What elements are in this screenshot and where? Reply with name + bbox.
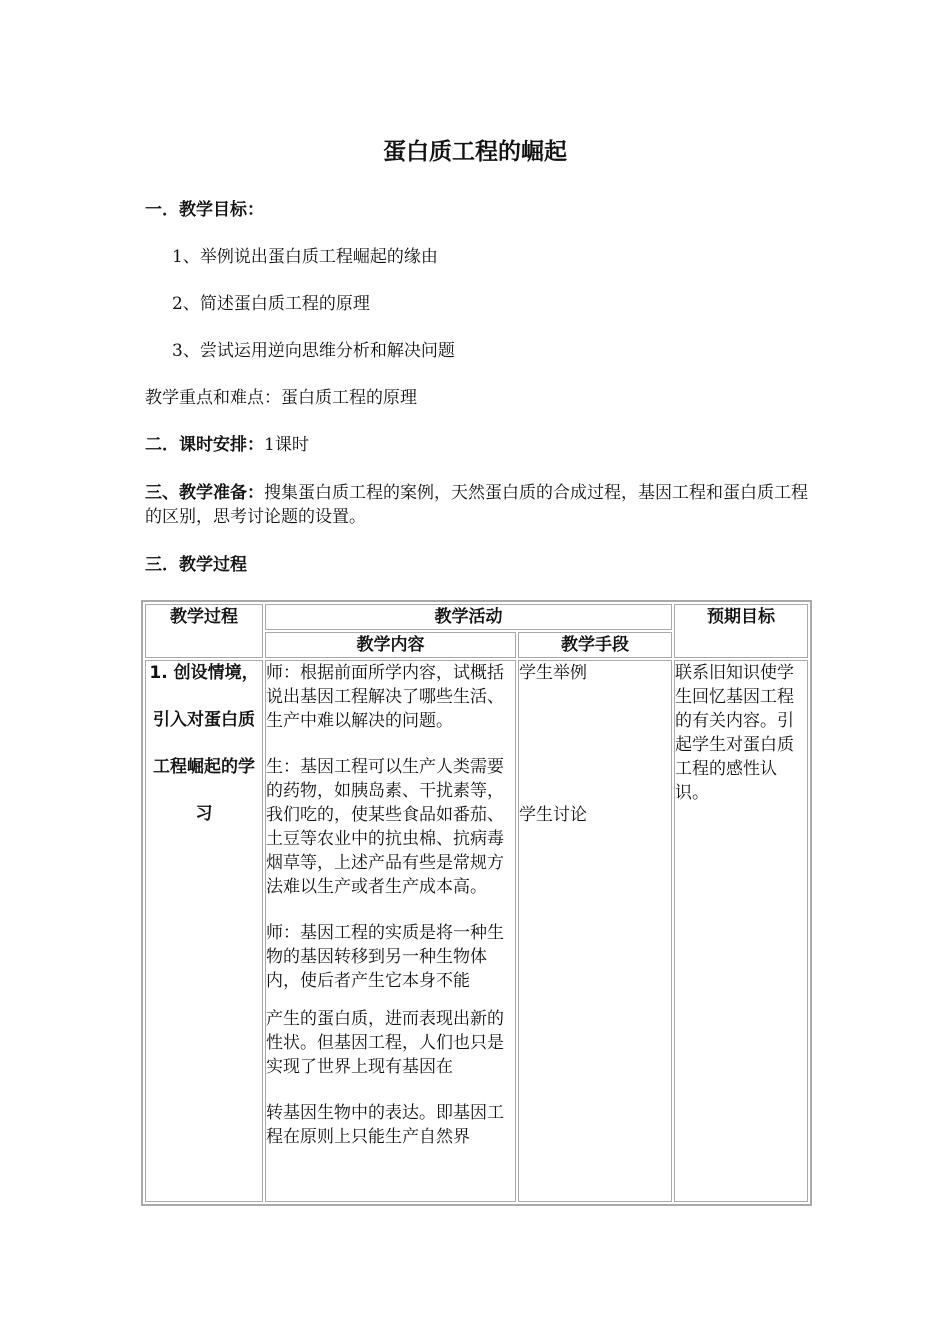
phase-line: 引入对蛋白质: [153, 710, 255, 730]
goal-cell: 联系旧知识使学生回忆基因工程的有关内容。引起学生对蛋白质工程的感性认识。: [674, 660, 808, 1202]
means-item: 学生举例: [519, 663, 587, 683]
objective-3: 3、尝试运用逆向思维分析和解决问题: [172, 341, 455, 361]
key-points: 教学重点和难点：蛋白质工程的原理: [145, 388, 417, 408]
page-title: 蛋白质工程的崛起: [383, 139, 567, 165]
objective-2: 2、简述蛋白质工程的原理: [172, 294, 370, 314]
prep-text: 搜集蛋白质工程的案例，天然蛋白质的合成过程，基因工程和蛋白质工程的区别，思考讨论题的设置。: [145, 483, 808, 527]
preparation: [145, 481, 815, 529]
schedule-label: 二．课时安排：: [145, 435, 264, 455]
header-means: 教学手段: [518, 632, 672, 658]
phase-cell: [145, 660, 263, 1202]
content-paragraph: 师：根据前面所学内容，试概括说出基因工程解决了哪些生活、生产中难以解决的问题。: [266, 663, 504, 731]
content-paragraph: 转基因生物中的表达。即基因工程在原则上只能生产自然界: [266, 1103, 504, 1147]
content-paragraph: 师：基因工程的实质是将一种生物的基因转移到另一种生物体内，使后者产生它本身不能: [266, 923, 504, 991]
content-cell: [265, 660, 516, 1202]
phase-line: 1. 创设情境，: [149, 663, 259, 683]
prep-label: 三、教学准备：: [145, 483, 264, 503]
schedule: [145, 433, 309, 457]
phase-line: 习: [195, 804, 213, 824]
header-goal: 预期目标: [674, 604, 808, 658]
phase-line: 工程崛起的学: [153, 757, 255, 777]
process-heading: 三．教学过程: [145, 555, 247, 575]
lesson-plan-table: [141, 600, 812, 1206]
schedule-value: 1课时: [264, 435, 309, 455]
content-paragraph: 产生的蛋白质，进而表现出新的性状。但基因工程，人们也只是实现了世界上现有基因在: [266, 1009, 504, 1077]
header-process: 教学过程: [145, 604, 263, 658]
header-content: 教学内容: [265, 632, 516, 658]
content-paragraph: 生：基因工程可以生产人类需要的药物，如胰岛素、干扰素等，我们吃的，使某些食品如番茄、土豆等农业中的抗虫棉、抗病毒烟草等，上述产品有些是常规方法难以生产或者生产成本高。: [266, 757, 504, 897]
means-cell: [518, 660, 672, 1202]
objectives-heading: 一．教学目标：: [145, 200, 264, 220]
means-item: 学生讨论: [519, 805, 587, 825]
header-activity: 教学活动: [265, 604, 672, 630]
objective-1: 1、举例说出蛋白质工程崛起的缘由: [172, 247, 438, 267]
